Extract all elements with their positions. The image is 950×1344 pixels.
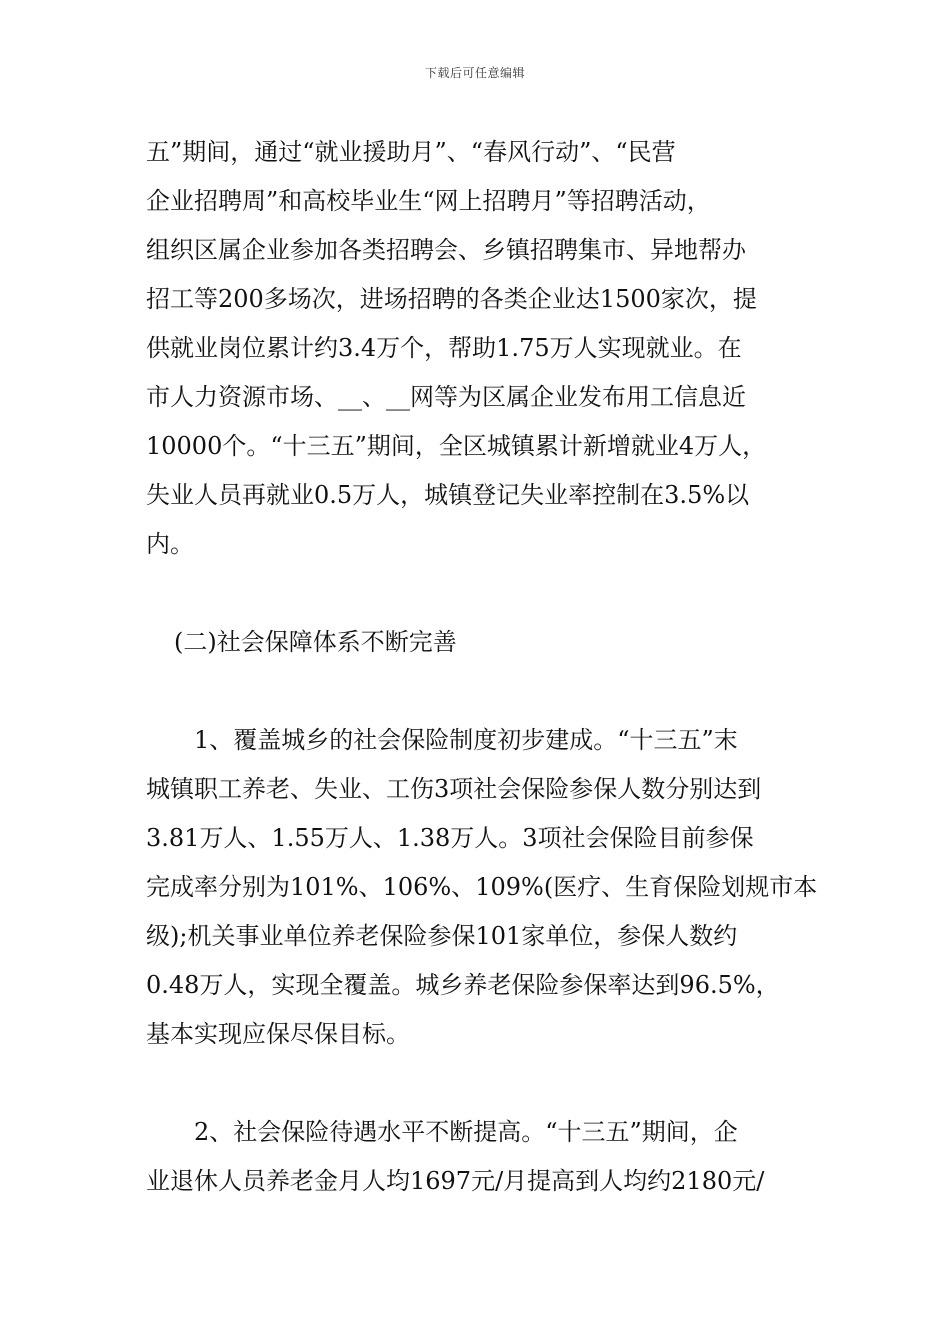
section-heading: (二)社会保障体系不断完善 xyxy=(174,628,457,656)
text-line: 供就业岗位累计约3.4万个，帮助1.75万人实现就业。在 xyxy=(146,334,742,362)
text-line: 10000个。“十三五”期间，全区城镇累计新增就业4万人， xyxy=(146,432,767,460)
text-line: 组织区属企业参加各类招聘会、乡镇招聘集市、异地帮办 xyxy=(146,236,746,264)
paragraph-gap xyxy=(146,569,826,618)
text-line: 3.81万人、1.55万人、1.38万人。3项社会保险目前参保 xyxy=(146,824,754,852)
text-line: 城镇职工养老、失业、工伤3项社会保险参保人数分别达到 xyxy=(146,775,762,803)
header-note: 下载后可任意编辑 xyxy=(424,66,525,80)
text-line: 完成率分别为101%、106%、109%(医疗、生育保险划规市本 xyxy=(146,873,818,901)
text-line: 0.48万人，实现全覆盖。城乡养老保险参保率达到96.5%， xyxy=(146,971,780,999)
paragraph-employment xyxy=(146,128,826,569)
text-line: 招工等200多场次，进场招聘的各类企业达1500家次，提 xyxy=(146,285,757,313)
paragraph-social-insurance-coverage xyxy=(146,716,826,1059)
text-line: 五”期间，通过“就业援助月”、“春风行动”、“民营 xyxy=(146,138,676,166)
document-body xyxy=(146,128,826,1206)
text-line: 基本实现应保尽保目标。 xyxy=(146,1020,410,1048)
text-line: 企业招聘周”和高校毕业生“网上招聘月”等招聘活动， xyxy=(146,187,711,215)
paragraph-social-insurance-benefits xyxy=(146,1108,826,1206)
paragraph-gap xyxy=(146,667,826,716)
paragraph-gap xyxy=(146,1059,826,1108)
text-line: 市人力资源市场、__、__网等为区属企业发布用工信息近 xyxy=(146,383,746,411)
text-line: 1、覆盖城乡的社会保险制度初步建成。“十三五”末 xyxy=(194,726,738,754)
text-line: 级);机关事业单位养老保险参保101家单位，参保人数约 xyxy=(146,922,738,950)
text-line: 内。 xyxy=(146,530,194,558)
text-line: 2、社会保险待遇水平不断提高。“十三五”期间，企 xyxy=(194,1118,738,1146)
text-line: 业退休人员养老金月人均1697元/月提高到人均约2180元/ xyxy=(146,1167,765,1195)
text-line: 失业人员再就业0.5万人，城镇登记失业率控制在3.5%以 xyxy=(146,481,750,509)
